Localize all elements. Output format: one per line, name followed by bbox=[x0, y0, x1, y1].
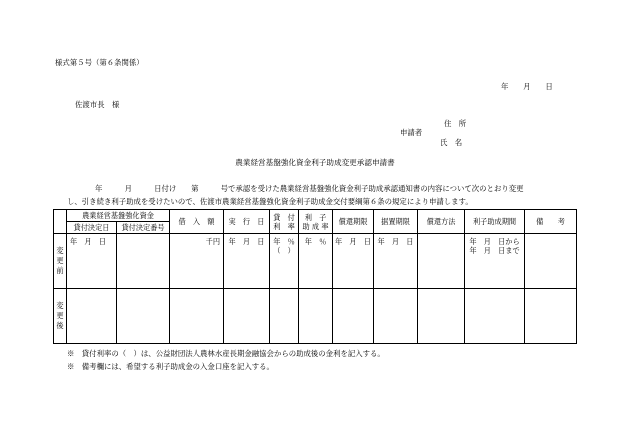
after-subsidy-period bbox=[465, 289, 525, 344]
after-execution-date bbox=[224, 289, 270, 344]
corner-cell bbox=[54, 210, 67, 234]
before-loan-rate: 年 ％ （ ） bbox=[270, 234, 299, 289]
repayment-period-header: 償還期限 bbox=[333, 210, 374, 234]
borrow-amount-header: 借 入 額 bbox=[170, 210, 224, 234]
repayment-method-header: 償還方法 bbox=[418, 210, 465, 234]
before-subsidy-rate: 年 ％ bbox=[299, 234, 333, 289]
after-borrow-amount bbox=[170, 289, 224, 344]
address-label: 住 所 bbox=[444, 119, 467, 128]
name-label: 氏 名 bbox=[440, 138, 463, 147]
row-label-before: 変 更 前 bbox=[54, 234, 67, 289]
form-number: 様式第５号（第６条関係） bbox=[55, 58, 144, 67]
note-loan-rate: ※ 貸付利率の（ ）は、公益財団法人農林水産長期金融協会からの助成後の金利を記入する。 bbox=[67, 349, 385, 358]
applicant-label: 申請者 bbox=[400, 128, 423, 137]
before-loan-decision-number bbox=[117, 234, 170, 289]
execution-date-header: 実 行 日 bbox=[224, 210, 270, 234]
before-remarks bbox=[525, 234, 577, 289]
body-text-line-2: し、引き続き利子助成を受けたいので、佐渡市農業経営基盤強化資金利子助成金交付要綱第６条の規定により申請します。 bbox=[67, 197, 473, 206]
before-borrow-amount: 千円 bbox=[170, 234, 224, 289]
before-execution-date: 年 月 日 bbox=[224, 234, 270, 289]
body-text-line-1: 年 月 日付け 第 号で承認を受けた農業経営基盤強化資金利子助成承認通知書の内容について次のとおり変更 bbox=[95, 184, 524, 193]
after-loan-rate bbox=[270, 289, 299, 344]
before-deferment-period: 年 月 日 bbox=[374, 234, 418, 289]
after-remarks bbox=[525, 289, 577, 344]
loan-decision-date-header: 貸付決定日 bbox=[67, 222, 117, 234]
subsidy-rate-header: 利 子 助 成 率 bbox=[299, 210, 333, 234]
after-loan-decision-date bbox=[67, 289, 117, 344]
table-row-before bbox=[54, 234, 577, 289]
application-table bbox=[53, 209, 577, 344]
addressee: 佐渡市長 様 bbox=[75, 100, 120, 109]
note-remarks: ※ 備考欄には、希望する利子助成金の入金口座を記入する。 bbox=[67, 362, 274, 371]
table-row-after bbox=[54, 289, 577, 344]
after-deferment-period bbox=[374, 289, 418, 344]
loan-rate-header: 貸 付 利 率 bbox=[270, 210, 299, 234]
after-subsidy-rate bbox=[299, 289, 333, 344]
date-line: 年 月 日 bbox=[501, 82, 553, 91]
deferment-period-header: 据置期限 bbox=[374, 210, 418, 234]
before-loan-decision-date: 年 月 日 bbox=[67, 234, 117, 289]
before-repayment-method bbox=[418, 234, 465, 289]
fund-header: 農業経営基盤強化資金 bbox=[67, 210, 170, 222]
subsidy-period-header: 利子助成期間 bbox=[465, 210, 525, 234]
after-repayment-period bbox=[333, 289, 374, 344]
document-title: 農業経営基盤強化資金利子助成変更承認申請書 bbox=[235, 158, 395, 167]
row-label-after: 変 更 後 bbox=[54, 289, 67, 344]
before-repayment-period: 年 月 日 bbox=[333, 234, 374, 289]
before-subsidy-period: 年 月 日から 年 月 日まで bbox=[465, 234, 525, 289]
after-loan-decision-number bbox=[117, 289, 170, 344]
remarks-header: 備 考 bbox=[525, 210, 577, 234]
after-repayment-method bbox=[418, 289, 465, 344]
loan-decision-number-header: 貸付決定番号 bbox=[117, 222, 170, 234]
